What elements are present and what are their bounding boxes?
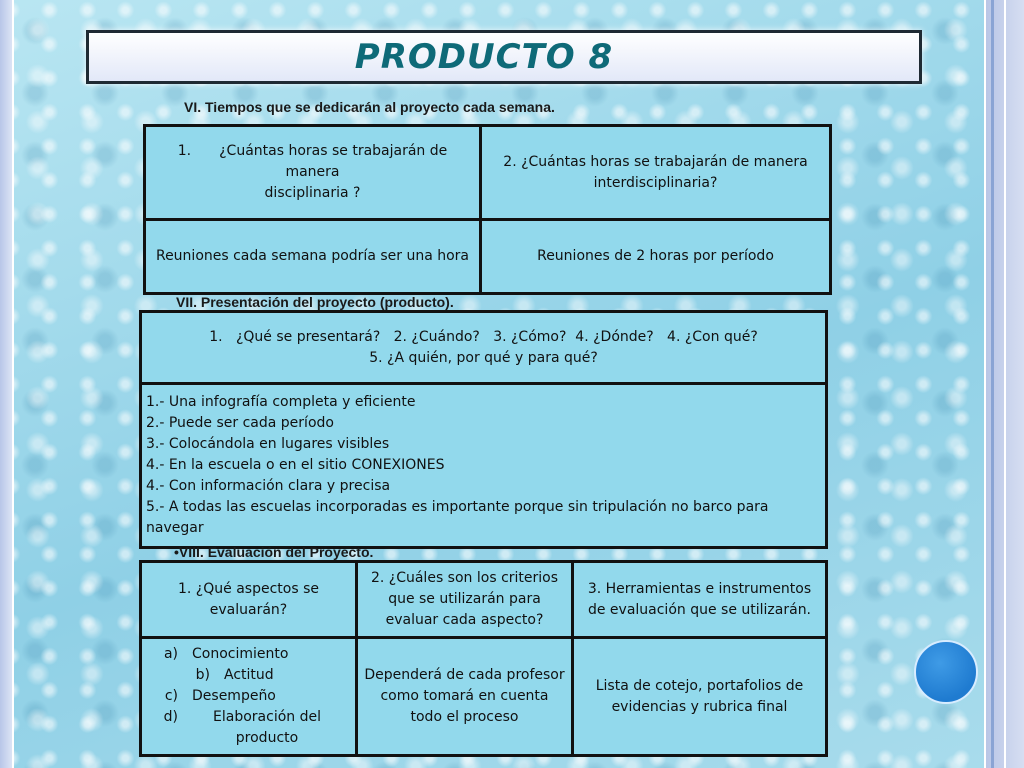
section-6-a1-cell xyxy=(145,220,481,294)
section-7-answer-6: 5.- A todas las escuelas incorporadas es importante porque sin tripulación no barco para navegar xyxy=(146,499,769,536)
section-7-question-cell xyxy=(141,312,827,384)
section-7-table xyxy=(139,310,828,549)
section-8-tools-text: Lista de cotejo, portafolios de evidencias y rubrica final xyxy=(595,677,804,715)
aspect-item-value: Elaboración del producto xyxy=(213,709,321,746)
section-7-answer-1: 1.- Una infografía completa y eficiente xyxy=(146,394,416,410)
aspect-item-key: a) xyxy=(163,646,178,662)
section-6-q1-cell xyxy=(145,126,481,220)
section-6-table xyxy=(143,124,832,295)
section-8-h3-text: 3. Herramientas e instrumentos de evaluación que se utilizarán. xyxy=(587,580,812,618)
aspect-item-key: b) xyxy=(195,667,210,683)
section-7-answer-4: 4.- En la escuela o en el sitio CONEXIONES xyxy=(146,457,445,473)
aspect-item-value: Actitud xyxy=(224,667,274,683)
aspect-item xyxy=(146,665,351,686)
section-8-label: •VIII. Evaluación del Proyecto. xyxy=(174,544,374,560)
aspect-item-key: c) xyxy=(164,688,178,704)
aspect-item xyxy=(146,707,351,749)
section-7-question-line-1: 1. ¿Qué se presentará? 2. ¿Cuándo? 3. ¿Cómo? 4. ¿Dónde? 4. ¿Con qué? xyxy=(209,328,758,345)
section-7-question-line-2: 5. ¿A quién, por qué y para qué? xyxy=(369,349,598,366)
section-8-h2-text: 2. ¿Cuáles son los criterios que se utilizarán para evaluar cada aspecto? xyxy=(370,570,559,628)
section-8-table xyxy=(139,560,828,757)
aspect-item-key: d) xyxy=(163,709,178,725)
section-6-label: VI. Tiempos que se dedicarán al proyecto cada semana. xyxy=(184,99,555,115)
title-box xyxy=(86,30,922,84)
section-8-header-3 xyxy=(573,562,827,638)
right-decorative-line-light xyxy=(1004,0,1006,768)
section-6-q1-text-b: manera xyxy=(285,164,340,180)
section-8-criteria-cell xyxy=(357,638,573,756)
section-7-label: VII. Presentación del proyecto (producto). xyxy=(176,294,454,310)
section-7-answer-5: 4.- Con información clara y precisa xyxy=(146,478,391,494)
section-7-answer-2: 2.- Puede ser cada período xyxy=(146,415,334,431)
aspect-item xyxy=(146,644,351,665)
section-8-criteria-text: Dependerá de cada profesor como tomará en cuenta todo el proceso xyxy=(364,667,565,725)
section-6-a2-text: Reuniones de 2 horas por período xyxy=(537,248,774,264)
section-6-q1-text-a: ¿Cuántas horas se trabajarán de xyxy=(219,143,448,159)
section-6-q2-cell xyxy=(481,126,831,220)
section-8-tools-cell xyxy=(573,638,827,756)
section-6-q2-text: 2. ¿Cuántas horas se trabajarán de manera interdisciplinaria? xyxy=(503,153,808,191)
section-6-a1-text: Reuniones cada semana podría ser una hora xyxy=(155,248,470,264)
right-decorative-line xyxy=(991,0,994,768)
aspect-item-value: Desempeño xyxy=(192,688,276,704)
section-8-h1-text: 1. ¿Qué aspectos se evaluarán? xyxy=(178,580,319,618)
section-8-aspects-cell xyxy=(141,638,357,756)
section-6-q1-text-c: disciplinaria ? xyxy=(264,185,361,201)
aspect-item-value: Conocimiento xyxy=(192,646,289,662)
left-decorative-bar xyxy=(0,0,14,768)
decorative-blue-circle xyxy=(914,640,978,704)
section-6-q1-num: 1. xyxy=(177,143,192,159)
aspect-item xyxy=(146,686,351,707)
section-8-header-2 xyxy=(357,562,573,638)
section-7-answer-3: 3.- Colocándola en lugares visibles xyxy=(146,436,390,452)
section-7-answers-cell xyxy=(141,384,827,548)
section-8-header-1 xyxy=(141,562,357,638)
page-title: PRODUCTO 8 xyxy=(354,37,614,77)
section-6-a2-cell xyxy=(481,220,831,294)
